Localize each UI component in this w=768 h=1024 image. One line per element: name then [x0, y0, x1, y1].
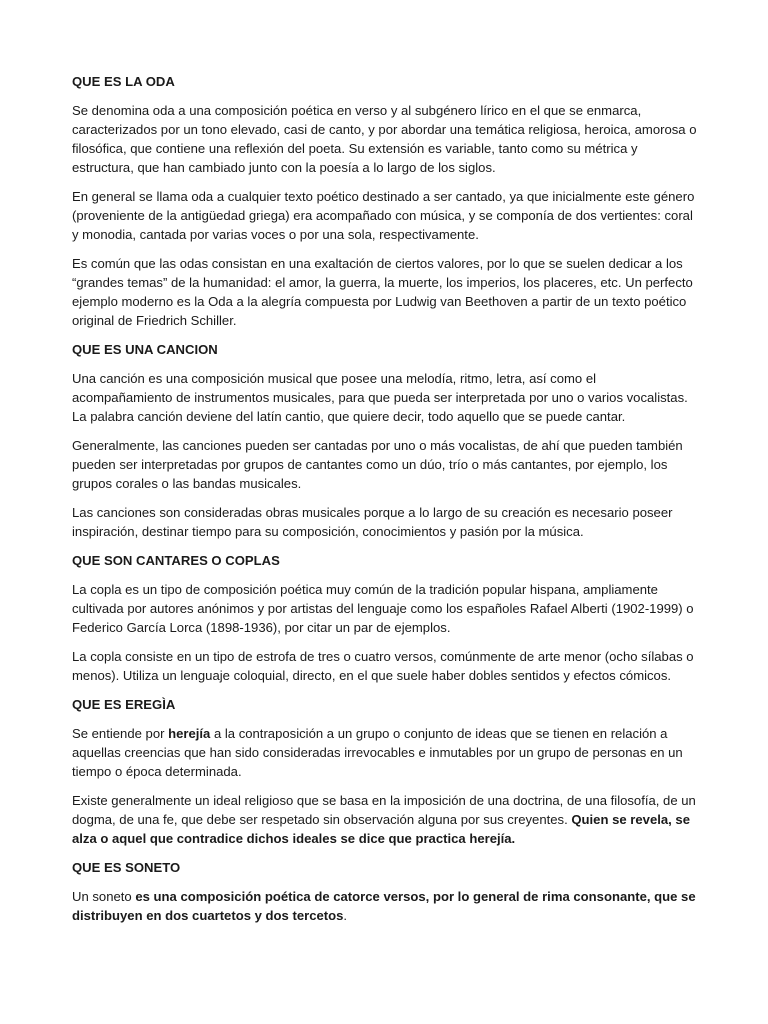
bold-text-run: es una composición poética de catorce versos, por lo general de rima consonante, que se distribuyen en dos cuartetos y dos tercetos	[72, 889, 696, 923]
paragraph: Es común que las odas consistan en una exaltación de ciertos valores, por lo que se suelen dedicar a los “grandes temas” de la humanidad: el amor, la guerra, la muerte, los imperios, los placeres, etc. Un perfecto ejemplo moderno es la Oda a la alegría compuesta por Ludwig van Beethoven a partir de un texto poético original de Friedrich Schiller.	[72, 256, 693, 328]
paragraph: Las canciones son consideradas obras musicales porque a lo largo de su creación es necesario poseer inspiración, destinar tiempo para su composición, conocimientos y pasión por la música.	[72, 505, 673, 539]
paragraph: La copla consiste en un tipo de estrofa de tres o cuatro versos, comúnmente de arte menor (ocho sílabas o menos). Utiliza un lenguaje coloquial, directo, en el que suele haber dobles sentidos y efectos cómicos.	[72, 649, 694, 683]
text-run: .	[343, 908, 348, 923]
text-run: Un soneto	[72, 889, 136, 904]
section-heading-soneto: QUE ES SONETO	[72, 860, 181, 875]
text-run: a la contraposición a un grupo o conjunto de ideas que se tienen en relación a aquellas creencias que han sido consideradas irrevocables e inmutables por un grupo de personas en un tiempo o época determinada.	[72, 726, 683, 779]
paragraph: En general se llama oda a cualquier texto poético destinado a ser cantado, ya que inicialmente este género (proveniente de la antigüedad griega) era acompañado con música, y se componía de dos vertientes: coral y monodia, cantada por varias voces o por una sola, respectivamente.	[72, 189, 695, 242]
section-heading-heregia: QUE ES EREGÌA	[72, 697, 176, 712]
paragraph: Una canción es una composición musical que posee una melodía, ritmo, letra, así como el acompañamiento de instrumentos musicales, para que pueda ser interpretada por uno o varios vocalistas. La palabra canción deviene del latín cantio, que quiere decir, todo aquello que se puede cantar.	[72, 371, 688, 424]
section-heading-oda: QUE ES LA ODA	[72, 74, 175, 89]
bold-text-run: Quien se revela, se alza o aquel que contradice dichos ideales se dice que practica herejía.	[72, 812, 690, 846]
section-heading-cancion: QUE ES UNA CANCION	[72, 342, 218, 357]
bold-text-run: herejía	[168, 726, 211, 741]
paragraph: La copla es un tipo de composición poética muy común de la tradición popular hispana, ampliamente cultivada por autores anónimos y por artistas del lenguaje como los españoles Rafael Alberti (1902-1999) o Federico García Lorca (1898-1936), por citar un par de ejemplos.	[72, 582, 694, 635]
document-page	[72, 72, 700, 935]
paragraph	[72, 791, 700, 848]
paragraph	[72, 724, 700, 781]
section-heading-coplas: QUE SON CANTARES O COPLAS	[72, 553, 280, 568]
text-run: Existe generalmente un ideal religioso que se basa en la imposición de una doctrina, de una filosofía, de un dogma, de una fe, que debe ser respetado sin observación alguna por sus creyentes.	[72, 793, 696, 827]
paragraph	[72, 887, 700, 925]
text-run: Se entiende por	[72, 726, 169, 741]
paragraph: Se denomina oda a una composición poética en verso y al subgénero lírico en el que se enmarca, caracterizados por un tono elevado, casi de canto, y por abordar una temática religiosa, heroica, amorosa o filosófica, que contiene una reflexión del poeta. Su extensión es variable, tanto como su métrica y estructura, que han cambiado junto con la poesía a lo largo de los siglos.	[72, 103, 697, 175]
paragraph: Generalmente, las canciones pueden ser cantadas por uno o más vocalistas, de ahí que pueden también pueden ser interpretadas por grupos de cantantes como un dúo, trío o más cantantes, por ejemplo, los grupos corales o las bandas musicales.	[72, 438, 683, 491]
